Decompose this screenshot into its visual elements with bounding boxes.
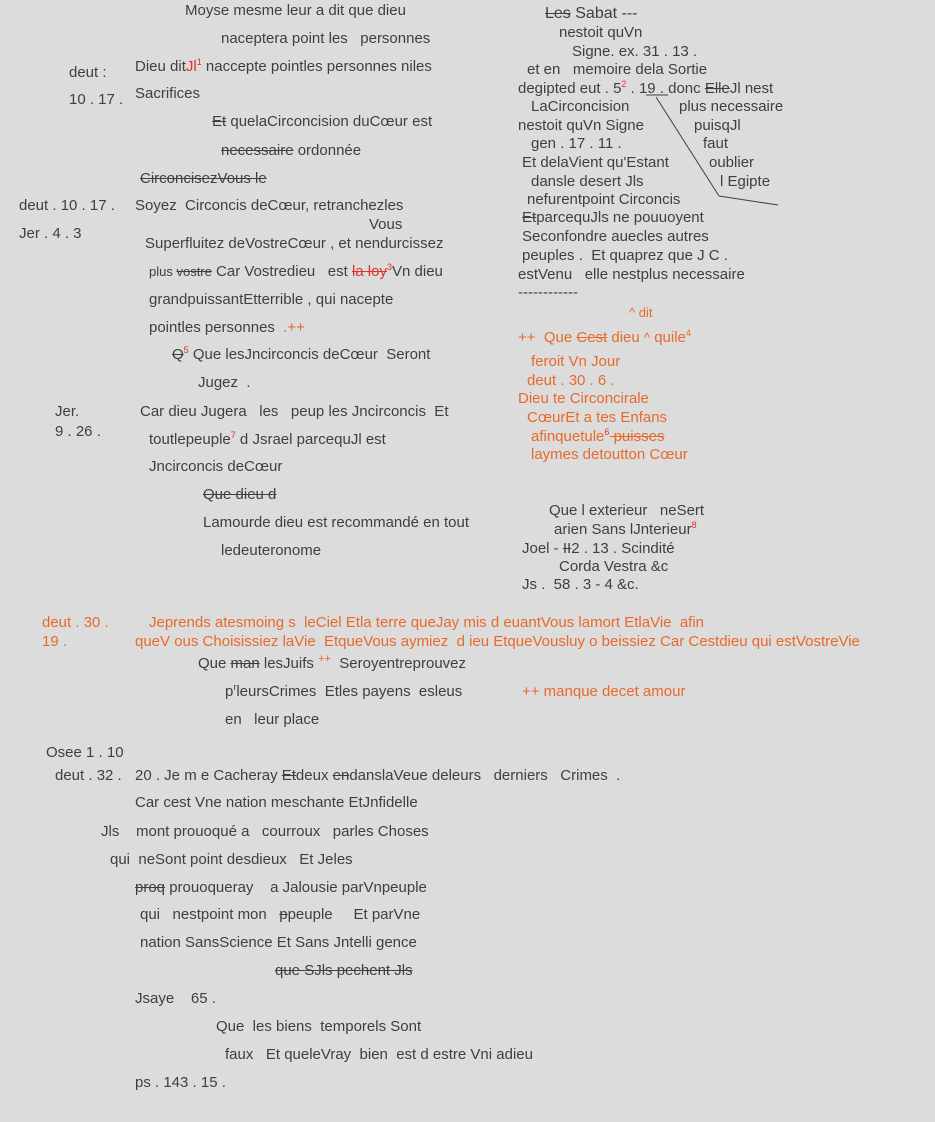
addition-line: ++ Que Cest dieu ^ quile$^4$ (518, 328, 691, 346)
note-ref: 2 (621, 79, 627, 89)
interlinear-addition: ^ dit (629, 305, 653, 320)
text-line: plus necessaire (679, 98, 784, 115)
text-line: naceptera point les personnes (221, 30, 431, 47)
text-line: nation SansScience Et Sans Jntelli gence (140, 934, 417, 951)
struck-text: man (230, 655, 260, 672)
note-ref: 7 (230, 430, 236, 440)
addition-line: Jeprends atesmoing s leCiel Etla terre queJay mis d euantVous lamort EtlaVie afin (149, 614, 705, 631)
text-line: et en memoire dela Sortie (527, 61, 708, 78)
text-line: qui neSont point desdieux Et Jeles (110, 851, 353, 868)
addition-line: deut . 30 . 6 . (527, 372, 615, 389)
margin-reference: Osee 1 . 10 (46, 744, 124, 761)
struck-text: Et (212, 113, 227, 130)
text-line: proq prouoqueray a Jalousie parVnpeuple (135, 879, 427, 896)
text-line: Jncirconcis deCœur (149, 458, 283, 475)
interlinear-text: Vous (369, 216, 403, 233)
text-line: Et quelaCirconcision duCœur est (212, 113, 433, 130)
margin-reference: deut . 30 . (42, 614, 109, 631)
text-line: Que les biens temporels Sont (216, 1018, 422, 1035)
text-line: estVenu elle nestplus necessaire (518, 266, 745, 283)
text-line: degipted eut . $5^2$ . 19 . donc ElleJl nest (518, 79, 774, 97)
text-line: faux Et queleVray bien est d estre Vni adieu (225, 1046, 533, 1063)
margin-reference: 19 . (42, 633, 68, 650)
text-line: en leur place (225, 711, 320, 728)
margin-reference: ps . 143 . 15 . (135, 1074, 226, 1091)
note-ref: 4 (685, 328, 691, 338)
text-line: grandpuissantEtterrible , qui nacepte (149, 291, 394, 308)
text-line: oublier (709, 154, 755, 171)
margin-reference: Jsaye 65 . (135, 990, 216, 1007)
margin-reference: 10 . 17 . (69, 91, 124, 108)
note-ref: 6 (604, 427, 610, 437)
text-line: necessaire ordonnée (221, 142, 362, 159)
text-line: gen . 17 . 11 . (531, 135, 622, 152)
struck-text: necessaire (221, 142, 294, 159)
struck-text: puisses (609, 428, 665, 445)
text-line: Que l exterieur neSert (549, 502, 705, 519)
margin-reference: Jer . 4 . 3 (19, 225, 82, 242)
margin-reference: deut . 32 . (55, 767, 122, 784)
text-line: $p^rleursCrimes$ Etles payens esleus (225, 682, 463, 700)
text-line: Lamourde dieu est recommandé en tout (203, 514, 469, 531)
text-line: Car dieu Jugera les peup les Jncirconcis Et (140, 403, 449, 420)
text-line: Les Sabat --- (545, 5, 638, 22)
text-line: puisqJl (694, 117, 741, 134)
insertion-mark: ++ (318, 653, 331, 665)
text-line: l Egipte (720, 173, 771, 190)
struck-text: vostre (176, 264, 212, 279)
note-ref: 3 (386, 262, 392, 272)
struck-correction: la loy (351, 263, 387, 280)
addition-line: Dieu te Circoncirale (518, 390, 649, 407)
text-line: EtparcequJls ne pouuoyent (522, 209, 704, 226)
text-line: Sacrifices (135, 85, 201, 102)
text-line: toutlepeuple$^7$ d Jsrael parcequJl est (149, 430, 386, 448)
insertion-line (719, 196, 778, 205)
struck-text: en (332, 767, 350, 784)
struck-text: Cest (576, 329, 608, 346)
text-line: Et delaVient qu'Estant (522, 154, 669, 171)
insertion-mark: .++ (283, 319, 305, 336)
text-line: $Q^5$ Que lesJncirconcis deCœur Seront (172, 345, 431, 363)
struck-text: p (279, 906, 288, 923)
addition-line: feroit Vn Jour (531, 353, 621, 370)
text-line: Seconfondre auecles autres (522, 228, 709, 245)
text-line: nestoit quVn (559, 24, 643, 41)
margin-reference: Jer. (55, 403, 80, 420)
text-line: peuples . Et quaprez que J C . (522, 247, 728, 264)
addition-line: queV ous Choisissiez laVie EtqueVous aymiez d ieu EtqueVousluy o beissiez Car Cestdieu qui estVostreVie (135, 633, 860, 650)
struck-text: proq (135, 879, 166, 896)
text-line: Joel - II2 . 13 . Scindité (522, 540, 675, 557)
text-line: Js . 58 . 3 - 4 &c. (522, 576, 639, 593)
text-line: Jls mont prouoqué a courroux parles Choses (101, 823, 429, 840)
margin-reference: deut . 10 . 17 . (19, 197, 115, 214)
text-line: Signe. ex. 31 . 13 . (572, 43, 698, 60)
struck-text: Les (545, 5, 571, 22)
addition-line: ++ manque decet amour (522, 683, 686, 700)
note-ref: 8 (691, 520, 697, 530)
text-line: pointles personnes .++ (149, 319, 305, 336)
struck-line: Que dieu d (203, 486, 277, 503)
margin-reference: deut : (69, 64, 107, 81)
struck-text: Et (281, 767, 296, 784)
divider-dashes: ------------ (518, 284, 578, 301)
struck-text: Elle (704, 80, 730, 97)
struck-text: II (562, 540, 572, 557)
text-line: Soyez Circoncis deCœur, retranchezles (135, 197, 404, 214)
addition-line: laymes detoutton Cœur (531, 446, 688, 463)
text-line: LaCirconcision (531, 98, 630, 115)
struck-text: Q (172, 346, 184, 363)
text-line: Moyse mesme leur a dit que dieu (185, 2, 406, 19)
struck-text: Et (522, 209, 537, 226)
text-line: arien Sans lJnterieur$^8$ (554, 520, 697, 538)
text-line: Corda Vestra &c (559, 558, 669, 575)
insertion-line (656, 97, 719, 196)
text-line: Que man lesJuifs ++ Seroyentreprouvez (198, 653, 467, 672)
addition-line: afinquetule$^6$ puisses (531, 427, 665, 445)
text-line: ledeuteronome (221, 542, 322, 559)
struck-line: CirconcisezVous le (140, 170, 267, 187)
text-line: nestoit quVn Signe (518, 117, 644, 134)
text-line: Jugez . (198, 374, 251, 391)
note-ref: 1 (196, 57, 202, 67)
text-line: Car cest Vne nation meschante EtJnfidelle (135, 794, 418, 811)
text-line: qui nestpoint mon ppeuple Et parVne (140, 906, 421, 923)
correction: Jl (185, 58, 197, 75)
text-line: faut (703, 135, 729, 152)
text-line: plus vostre Car Vostredieu est la loy$^3$Vn dieu (149, 262, 443, 280)
text-line: 20 . Je m e Cacheray Etdeux endanslaVeue deleurs derniers Crimes . (135, 767, 621, 784)
text-line: dansle desert Jls (531, 173, 644, 190)
text-line: Superfluitez deVostreCœur , et nendurcissez (145, 235, 444, 252)
text-line: Dieu ditJl$^1$ naccepte pointles personnes niles (135, 57, 432, 75)
note-ref: 5 (183, 345, 189, 355)
text-line: nefurentpoint Circoncis (527, 191, 681, 208)
margin-reference: 9 . 26 . (55, 423, 101, 440)
addition-line: CœurEt a tes Enfans (527, 409, 668, 426)
struck-line: que SJls pechent Jls (275, 962, 413, 979)
